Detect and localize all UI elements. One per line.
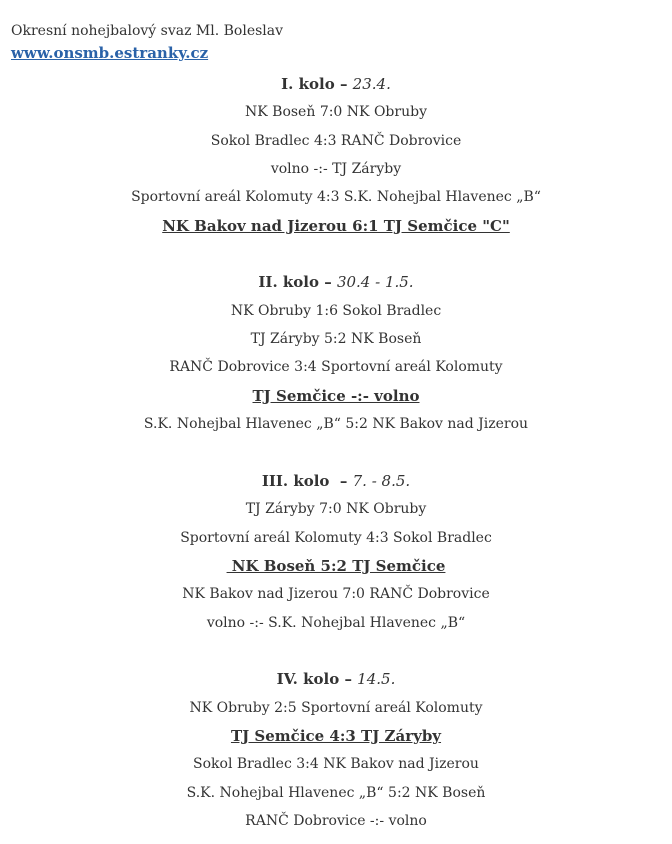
match-result: TJ Záryby 5:2 NK Boseň	[250, 331, 422, 348]
match-schedule	[0, 70, 672, 835]
round-separator: –	[334, 75, 353, 93]
round-separator: –	[329, 471, 353, 490]
match-result: TJ Záryby 7:0 NK Obruby	[245, 501, 427, 518]
match-result: Sportovní areál Kolomuty 4:3 Sokol Bradlec	[180, 529, 492, 546]
round-date: 7. - 8.5.	[352, 471, 411, 490]
match-result: Sportovní areál Kolomuty 4:3 S.K. Nohejbal Hlavenec „B“	[131, 189, 541, 206]
match-result-highlighted: NK Boseň 5:2 TJ Semčice	[226, 556, 446, 575]
spacer	[0, 240, 672, 268]
round-2	[0, 268, 672, 438]
match-result: volno -:- S.K. Nohejbal Hlavenec „B“	[206, 614, 466, 631]
round-3	[0, 467, 672, 637]
match-result: Sokol Bradlec 3:4 NK Bakov nad Jizerou	[193, 756, 479, 773]
round-date: 23.4.	[352, 75, 391, 93]
round-heading	[0, 70, 672, 98]
match-result-highlighted: TJ Semčice 4:3 TJ Záryby	[230, 726, 442, 745]
organization-name: Okresní nohejbalový svaz Ml. Boleslav	[11, 23, 284, 39]
match-result: NK Obruby 1:6 Sokol Bradlec	[230, 302, 442, 319]
website-link[interactable]: www.onsmb.estranky.cz	[11, 44, 209, 62]
match-result: S.K. Nohejbal Hlavenec „B“ 5:2 NK Boseň	[186, 784, 486, 801]
round-separator: –	[319, 273, 337, 292]
match-result-highlighted: NK Bakov nad Jizerou 6:1 TJ Semčice "C"	[162, 216, 510, 235]
round-separator: –	[339, 670, 358, 689]
match-result: RANČ Dobrovice -:- volno	[245, 812, 427, 829]
match-result-highlighted: TJ Semčice -:- volno	[252, 386, 420, 405]
round-title: II. kolo	[258, 273, 319, 292]
round-date: 30.4 - 1.5.	[336, 273, 414, 292]
spacer	[0, 637, 672, 665]
match-result: NK Boseň 7:0 NK Obruby	[245, 104, 427, 121]
round-heading	[0, 665, 672, 693]
match-result: NK Obruby 2:5 Sportovní areál Kolomuty	[189, 699, 483, 716]
round-date: 14.5.	[357, 670, 396, 689]
match-result: volno -:- TJ Záryby	[270, 161, 402, 178]
match-result: RANČ Dobrovice 3:4 Sportovní areál Kolomuty	[169, 359, 503, 376]
match-result: Sokol Bradlec 4:3 RANČ Dobrovice	[210, 132, 462, 149]
round-heading	[0, 268, 672, 296]
match-result: S.K. Nohejbal Hlavenec „B“ 5:2 NK Bakov nad Jizerou	[143, 416, 529, 433]
round-title: III. kolo	[261, 471, 330, 490]
spacer	[0, 438, 672, 466]
round-1	[0, 70, 672, 240]
page-header	[11, 20, 283, 65]
round-4	[0, 665, 672, 835]
round-title: IV. kolo	[276, 670, 340, 689]
round-title: I. kolo	[281, 75, 335, 93]
match-result: NK Bakov nad Jizerou 7:0 RANČ Dobrovice	[182, 586, 490, 603]
round-heading	[0, 467, 672, 495]
